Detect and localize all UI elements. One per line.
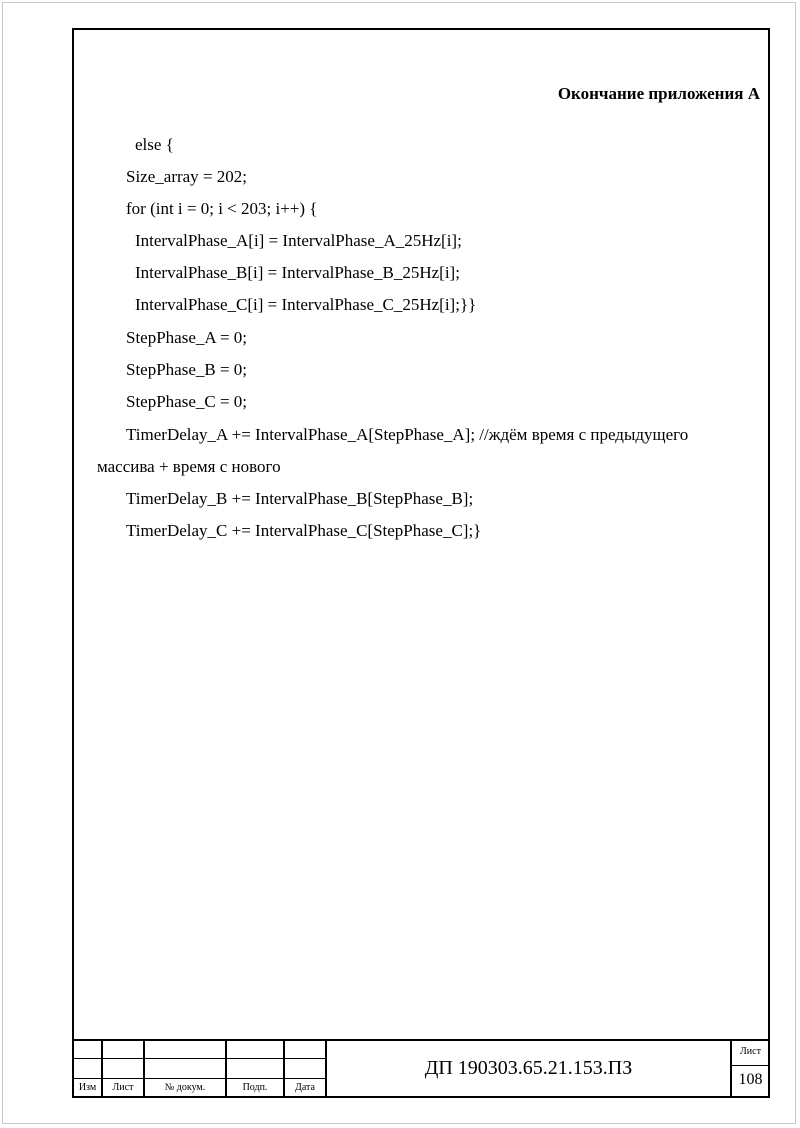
appendix-heading: Окончание приложения А — [557, 84, 760, 103]
code-line: TimerDelay_B += IntervalPhase_B[StepPhase_B]; — [126, 489, 474, 508]
drawing-frame — [72, 28, 770, 1098]
code-line: StepPhase_C = 0; — [126, 392, 248, 411]
stamp-label-podp: Подп. — [242, 1082, 268, 1093]
code-line: for (int i = 0; i < 203; i++) { — [126, 199, 318, 218]
sheet-label: Лист — [740, 1046, 761, 1057]
stamp-label-list: Лист — [112, 1082, 134, 1093]
document-code: ДП 190303.65.21.153.ПЗ — [424, 1056, 633, 1079]
code-line: TimerDelay_A += IntervalPhase_A[StepPhase_A]; //ждём время с предыдущего — [126, 425, 689, 444]
stamp-label-data: Дата — [295, 1082, 315, 1093]
code-line: StepPhase_B = 0; — [126, 360, 248, 379]
stamp-label-docnum: № докум. — [164, 1082, 206, 1093]
code-line: IntervalPhase_A[i] = IntervalPhase_A_25Hz[i]; — [135, 231, 462, 250]
code-line: IntervalPhase_C[i] = IntervalPhase_C_25Hz[i];}} — [135, 295, 477, 314]
code-line: Size_array = 202; — [126, 167, 247, 186]
stamp-row-line — [74, 1078, 326, 1079]
code-line: массива + время с нового — [97, 457, 281, 476]
stamp-row-line — [731, 1065, 769, 1066]
sheet-number: 108 — [738, 1071, 763, 1088]
stamp-label-izm: Изм — [78, 1082, 97, 1093]
stamp-row-line — [74, 1058, 326, 1059]
code-line: TimerDelay_C += IntervalPhase_C[StepPhase_C];} — [126, 521, 482, 540]
code-line: StepPhase_A = 0; — [126, 328, 248, 347]
code-line: IntervalPhase_B[i] = IntervalPhase_B_25Hz[i]; — [135, 263, 460, 282]
code-line: else { — [135, 135, 174, 154]
